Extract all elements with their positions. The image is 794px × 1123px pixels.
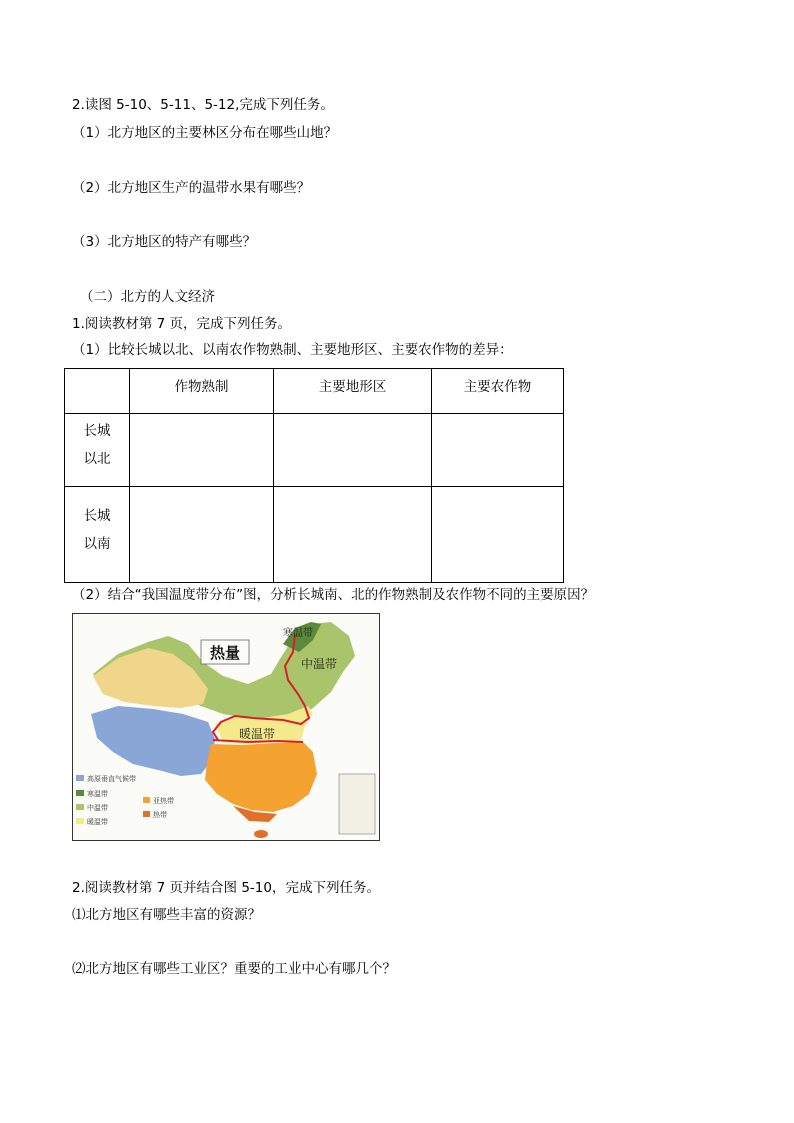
label-warm-temperate: 暖温带 [239,727,276,741]
legend-swatch [143,811,150,817]
question-reason: （2）结合“我国温度带分布”图，分析长城南、北的作物熟制及农作物不同的主要原因？ [72,587,595,603]
map-graphic [73,614,379,840]
question-industrial-regions: ⑵北方地区有哪些工业区？重要的工业中心有哪几个？ [72,961,396,977]
table-row [65,414,564,487]
question-temperate-fruits: （2）北方地区生产的温带水果有哪些？ [72,180,311,196]
zone-plateau [91,706,215,776]
task-2-heading: 2.阅读教材第 7 页并结合图 5-10，完成下列任务。 [72,880,380,896]
legend-label: 亚热带 [153,797,174,805]
table-cell[interactable] [130,414,274,487]
legend-swatch [76,790,84,796]
table-cell[interactable] [432,487,564,583]
legend-label: 高原垂直气候带 [87,775,136,783]
task-1-heading: 1.阅读教材第 7 页，完成下列任务。 [72,316,292,332]
inset-box [339,774,375,834]
comparison-table [64,368,564,583]
question-forest-regions: （1）北方地区的主要林区分布在哪些山地？ [72,125,338,141]
legend-swatch [76,818,84,824]
zone-tropical-island [254,830,268,838]
task-heading: 2.读图 5-10、5-11、5-12,完成下列任务。 [72,97,334,113]
legend-swatch [76,804,84,810]
zone-subtropical [205,742,317,812]
header-cropping-system: 作物熟制 [130,369,274,414]
label-cold-temperate: 寒温带 [283,628,313,639]
question-specialties: （3）北方地区的特产有哪些？ [72,234,257,250]
question-compare: （1）比较长城以北、以南农作物熟制、主要地形区、主要农作物的差异： [72,342,513,358]
section-heading: （二）北方的人文经济 [80,289,215,305]
table-row [65,487,564,583]
table-cell[interactable] [432,414,564,487]
table-cell[interactable] [274,487,432,583]
legend-swatch [143,797,150,803]
question-resources: ⑴北方地区有哪些丰富的资源？ [72,907,261,923]
legend-label: 寒温带 [87,790,108,798]
legend-label: 暖温带 [87,818,108,826]
label-mid-temperate: 中温带 [301,657,338,671]
header-blank-cell [65,369,130,414]
table-cell[interactable] [274,414,432,487]
legend-label: 热带 [153,811,167,819]
row-label-north: 长城 以北 [65,414,130,487]
table-cell[interactable] [130,487,274,583]
table-header-row [65,369,564,414]
header-terrain: 主要地形区 [274,369,432,414]
map-legend [76,774,174,826]
map-title: 热量 [209,644,241,662]
header-crops: 主要农作物 [432,369,564,414]
temperature-zone-map [72,613,380,841]
legend-swatch [76,775,84,781]
row-label-south: 长城 以南 [65,487,130,583]
legend-label: 中温带 [87,804,108,812]
